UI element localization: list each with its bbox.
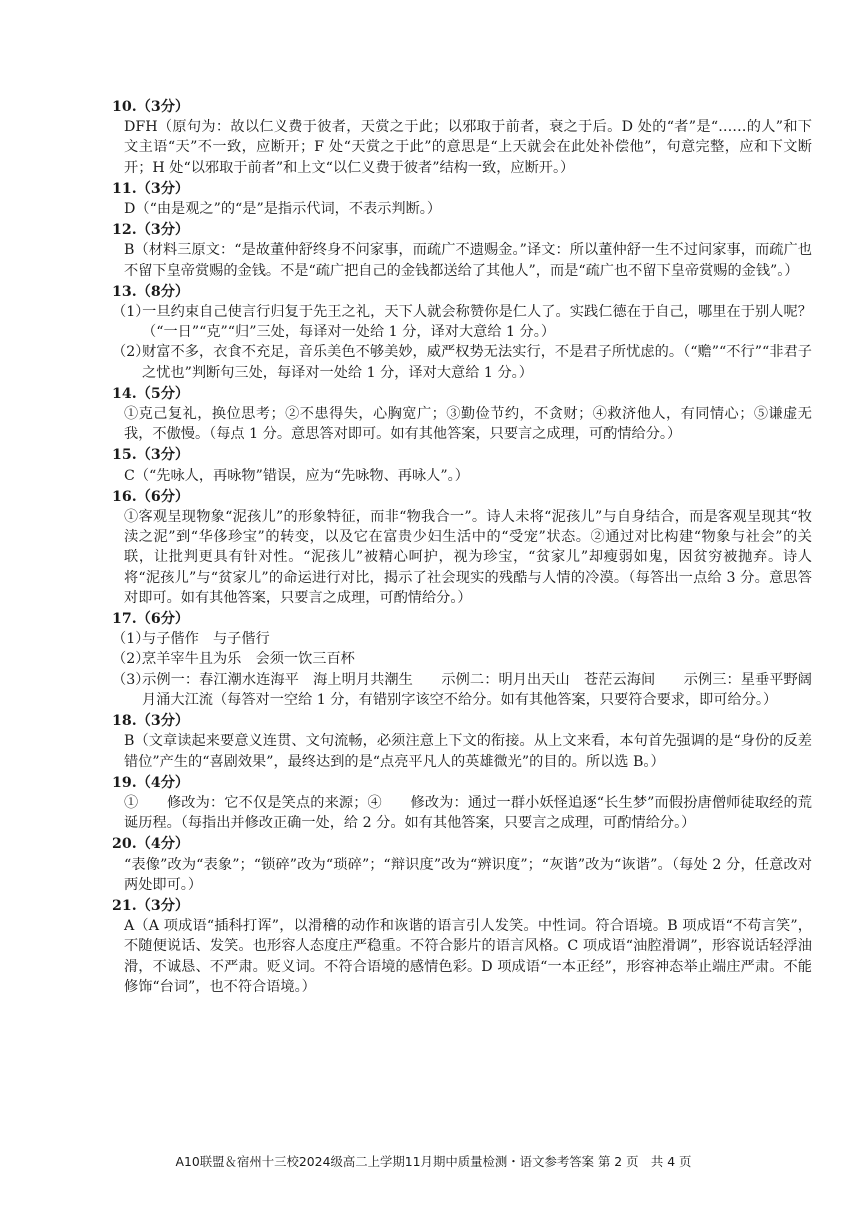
page-footer: A10联盟＆宿州十三校2024级高二上学期11月期中质量检测・语文参考答案 第 2 页 共 4 页 [175,1154,692,1169]
sub-answer [112,670,827,710]
sub-answer-text: 与子偕作 与子偕行 [142,631,270,648]
question-heading: 10.（3分） [112,99,190,115]
answer-text: D（“由是观之”的“是”是指示代词，不表示判断。） [124,201,442,218]
question-18 [112,711,812,772]
answer-text: ① 修改为：它不仅是笑点的来源；④ 修改为：通过一群小妖怪追逐“长生梦”而假扮唐僧师徒取经的荒诞历程。（每指出并修改正确一处，给 2 分。如有其他答案，只要言之成理，可酌情给分。） [124,794,812,832]
answer-text: ①客观呈现物象“泥孩儿”的形象特征，而非“物我合一”。诗人未将“泥孩儿”与自身结合，而是客观呈现其“牧渎之泥”到“华侈珍宝”的转变，以及它在富贵少妇生活中的“受宠”状态。②通过对比构建“物象与社会”的关联，让批判更具有针对性。“泥孩儿”被精心呵护，视为珍宝，“贫家儿”却瘦弱如鬼，因贫穷被抛弃。诗人将“泥孩儿”与“贫家儿”的命运进行对比，揭示了社会现实的残酷与人情的冷漠。（每答出一点给 3 分。意思答对即可。如有其他答案，只要言之成理，可酌情给分。） [124,509,812,606]
question-14 [112,384,812,445]
question-heading: 15.（3分） [112,447,190,464]
sub-answer [112,649,812,669]
question-20 [112,834,812,895]
answer-text: A（A 项成语“插科打诨”，以滑稽的动作和诙谐的语言引人发笑。中性词。符合语境。B 项成语“不苟言笑”，不随便说话、发笑。也形容人态度庄严稳重。不符合影片的语言风格。C 项成语“油腔滑调”，形容说话轻浮油滑，不诚恳、不严肃。贬义词。不符合语境的感情色彩。D 项成语“一本正经”，形容神态举止端庄严肃。不能修饰“台词”，也不符合语境。） [124,918,812,995]
sub-label: （2） [112,651,150,668]
sub-answer [112,629,812,649]
question-heading: 16.（6分） [112,488,190,505]
question-10 [112,97,812,178]
answer-text: C（“先咏人，再咏物”错误，应为“先咏物、再咏人”。） [124,467,469,484]
question-16 [112,487,812,608]
question-heading: 20.（4分） [112,836,190,853]
question-heading: 14.（5分） [112,385,190,402]
answer-text: B（材料三原文：“是故董仲舒终身不问家事，而疏广不遗赐金。”译文：所以董仲舒一生不过问家事，而疏广也不留下皇帝赏赐的金钱。不是“疏广把自己的金钱都送给了其他人”，而是“疏广也不留下皇帝赏赐的金钱”。） [124,242,812,279]
question-19 [112,773,812,834]
question-21 [112,896,812,997]
question-heading: 13.（8分） [112,283,190,300]
sub-label: （1） [112,631,150,648]
question-17 [112,609,827,710]
sub-label: （1） [112,304,150,321]
question-heading: 12.（3分） [112,222,190,239]
question-heading: 17.（6分） [112,611,190,628]
question-13 [112,282,812,383]
question-heading: 18.（3分） [112,713,190,730]
sub-answer [112,342,812,382]
sub-answer-text: 财富不多，衣食不充足，音乐美色不够美妙，威严权势无法实行，不是君子所忧虑的。（“赡”“不行”“非君子之忧也”判断句三处，每译对一处给 1 分，译对大意给 1 分。） [142,344,812,381]
question-15 [112,445,812,485]
answer-content [112,96,827,997]
question-12 [112,220,812,281]
sub-answer-text: 烹羊宰牛且为乐 会须一饮三百杯 [142,651,355,668]
sub-label: （2） [112,344,150,361]
question-heading: 19.（4分） [112,774,190,791]
question-heading: 21.（3分） [112,897,190,914]
sub-label: （3） [112,671,150,688]
sub-answer-text: 示例一：春江潮水连海平 海上明月共潮生 示例二：明月出天山 苍茫云海间 示例三：星垂平野阔 月涌大江流（每答对一空给 1 分，有错别字该空不给分。如有其他答案，只要符合要求，即可给分。） [142,671,827,708]
answer-text: B（文章读起来要意义连贯、文句流畅，必须注意上下文的衔接。从上文来看，本句首先强调的是“身份的反差错位”产生的“喜剧效果”，最终达到的是“点亮平凡人的英雄微光”的目的。所以选 B。） [124,733,812,770]
sub-answer-text: 一旦约束自己使言行归复于先王之礼，天下人就会称赞你是仁人了。实践仁德在于自己，哪里在于别人呢？（“一日”“克”“归”三处，每译对一处给 1 分，译对大意给 1 分。） [142,304,812,341]
sub-answer [112,302,812,342]
question-11 [112,179,812,219]
answer-text: ①克己复礼，换位思考；②不患得失，心胸宽广；③勤俭节约，不贪财；④救济他人，有同情心；⑤谦虚无我，不傲慢。（每点 1 分。意思答对即可。如有其他答案，只要言之成理，可酌情给分。） [124,406,812,443]
answer-text: “表像”改为“表象”；“锁碎”改为“琐碎”；“辩识度”改为“辨识度”；“灰谐”改为“诙谐”。（每处 2 分，任意改对两处即可。） [124,856,812,893]
question-heading: 11.（3分） [112,180,190,197]
answer-text: DFH（原句为：故以仁义费于彼者，天赏之于此；以邪取于前者，衰之于后。D 处的“者”是“……的人”和下文主语“天”不一致，应断开；F 处“天赏之于此”的意思是“上天就会在此处补偿他”，句意完整，应和下文断开；H 处“以邪取于前者”和上文“以仁义费于彼者”结构一致，应断开。） [124,119,812,176]
